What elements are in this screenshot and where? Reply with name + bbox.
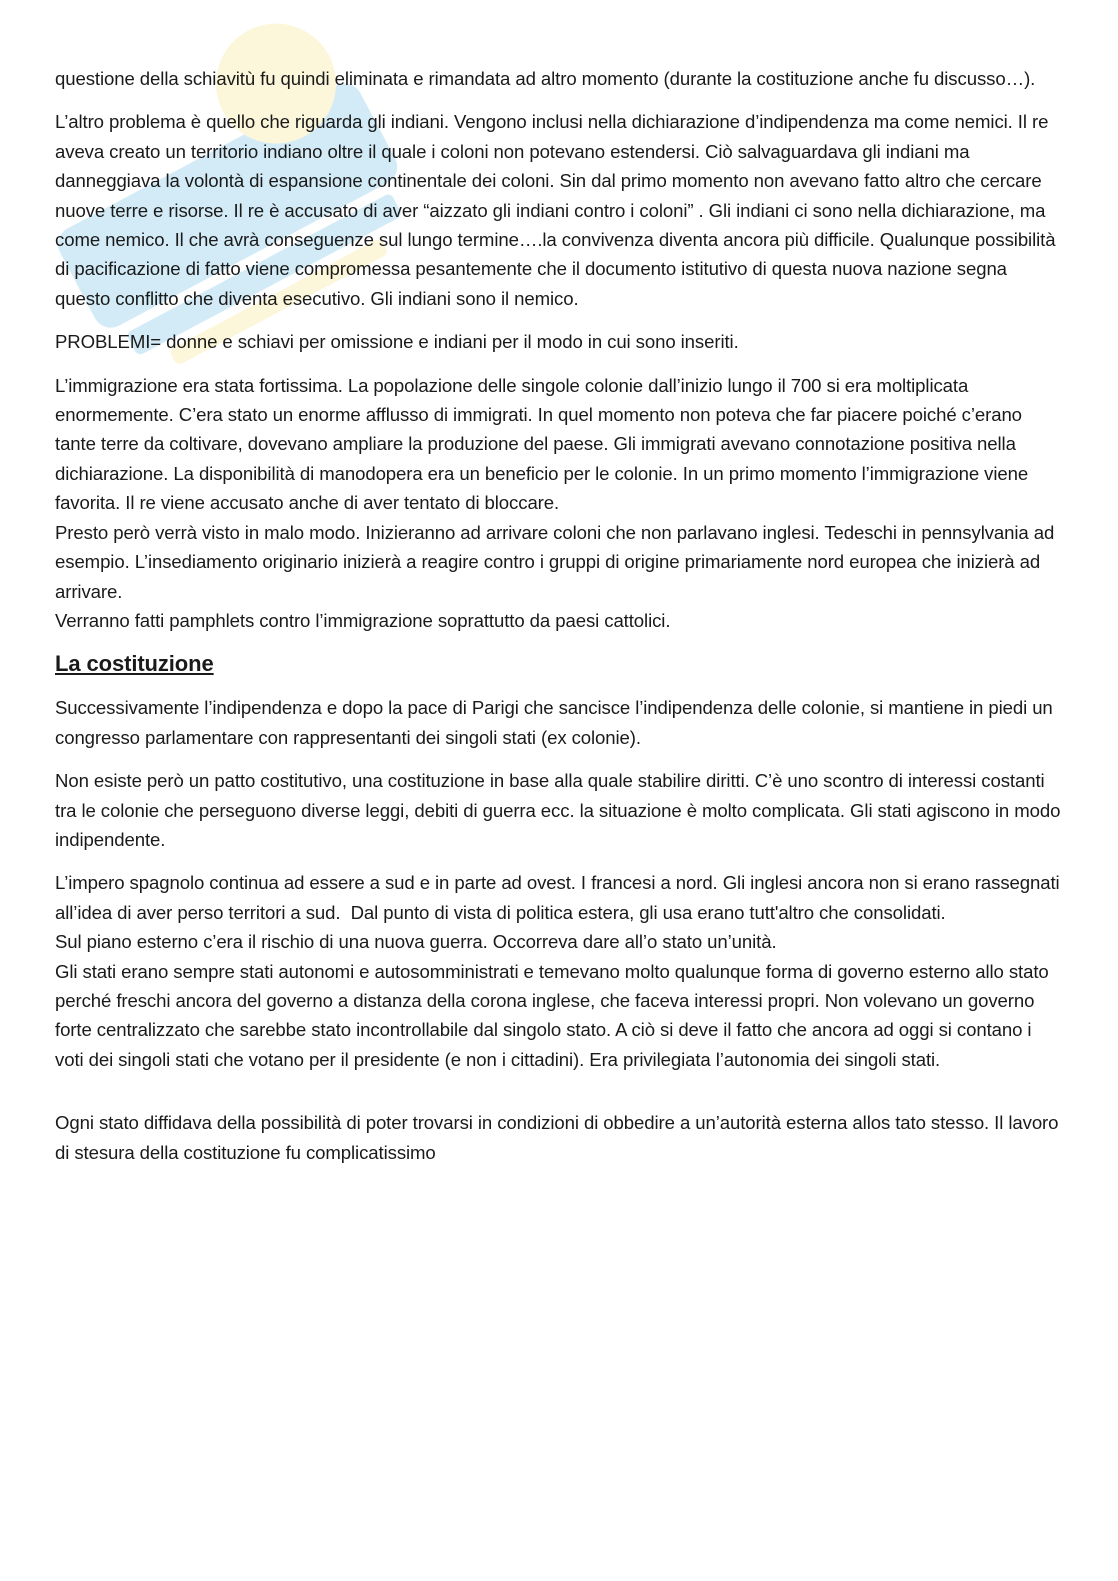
section-heading-costituzione: La costituzione <box>55 651 214 677</box>
paragraph-indipendenza: Successivamente l’indipendenza e dopo la pace di Parigi che sancisce l’indipendenza delle colonie, si mantiene in piedi un congresso parlamentare con rappresentanti dei singoli stati (ex colonie). <box>55 697 1058 748</box>
paragraph-politica-estera: L’impero spagnolo continua ad essere a sud e in parte ad ovest. I francesi a nord. Gli inglesi ancora non si erano rassegnati all’idea di aver perso territori a sud. Dal punto di vista di politica estera, gli usa erano tutt'altro che consolidati. Sul piano esterno c’era il rischio di una nuova guerra. Occorreva dare all’o stato un’unità. Gli stati erano sempre stati autonomi e autosomministrati e temevano molto qualunque forma di governo esterno allo stato perché freschi ancora del governo a distanza della corona inglese, che faceva interessi propri. Non volevano un governo forte centralizzato che sarebbe stato incontrollabile dal singolo stato. A ciò si deve il fatto che ancora ad oggi si contano i voti dei singoli stati che votano per il presidente (e non i cittadini). Era privilegiata l’autonomia dei singoli stati. <box>55 872 1060 1070</box>
document-page <box>55 64 1065 1181</box>
paragraph-indiani: L’altro problema è quello che riguarda gli indiani. Vengono inclusi nella dichiarazione d’indipendenza ma come nemici. Il re aveva creato un territorio indiano oltre il quale i coloni non potevano estendersi. Ciò salvaguardava gli indiani ma danneggiava la volontà di espansione continentale dei coloni. Sin dal primo momento non avevano fatto altro che cercare nuove terre e risorse. Il re è accusato di aver “aizzato gli indiani contro i coloni” . Gli indiani ci sono nella dichiarazione, ma come nemico. Il che avrà conseguenze sul lungo termine….la convivenza diventa ancora più difficile. Qualunque possibilità di pacificazione di fatto viene compromessa pesantemente che il documento istitutivo di questa nuova nazione segna questo conflitto che diventa esecutivo. Gli indiani sono il nemico. <box>55 111 1061 309</box>
paragraph-patto-costitutivo: Non esiste però un patto costitutivo, una costituzione in base alla quale stabilire diritti. C’è uno scontro di interessi costanti tra le colonie che perseguono diverse leggi, debiti di guerra ecc. la situazione è molto complicata. Gli stati agiscono in modo indipendente. <box>55 770 1066 850</box>
paragraph-diffidenza: Ogni stato diffidava della possibilità di poter trovarsi in condizioni di obbedire a un’autorità esterna allos tato stesso. Il lavoro di stesura della costituzione fu complicatissimo <box>55 1112 1064 1163</box>
paragraph-problemi: PROBLEMI= donne e schiavi per omissione e indiani per il modo in cui sono inseriti. <box>55 331 739 353</box>
spacer <box>55 1088 1065 1108</box>
paragraph-schiavitu: questione della schiavitù fu quindi eliminata e rimandata ad altro momento (durante la costituzione anche fu discusso…). <box>55 68 1036 89</box>
paragraph-immigrazione: L’immigrazione era stata fortissima. La popolazione delle singole colonie dall’inizio lungo il 700 si era moltiplicata enormemente. C’era stato un enorme afflusso di immigrati. In quel momento non poteva che far piacere poiché c’erano tante terre da coltivare, dovevano ampliare la produzione del paese. Gli immigrati avevano connotazione positiva nella dichiarazione. La disponibilità di manodopera era un beneficio per le colonie. In un primo momento l’immigrazione viene favorita. Il re viene accusato anche di aver tentato di bloccare. Presto però verrà visto in malo modo. Inizieranno ad arrivare coloni che non parlavano inglesi. Tedeschi in pennsylvania ad esempio. L’insediamento originario inizierà a reagire contro i gruppi di origine primariamente nord europea che inizierà ad arrivare. Verranno fatti pamphlets contro l’immigrazione soprattutto da paesi cattolici. <box>55 374 1055 631</box>
